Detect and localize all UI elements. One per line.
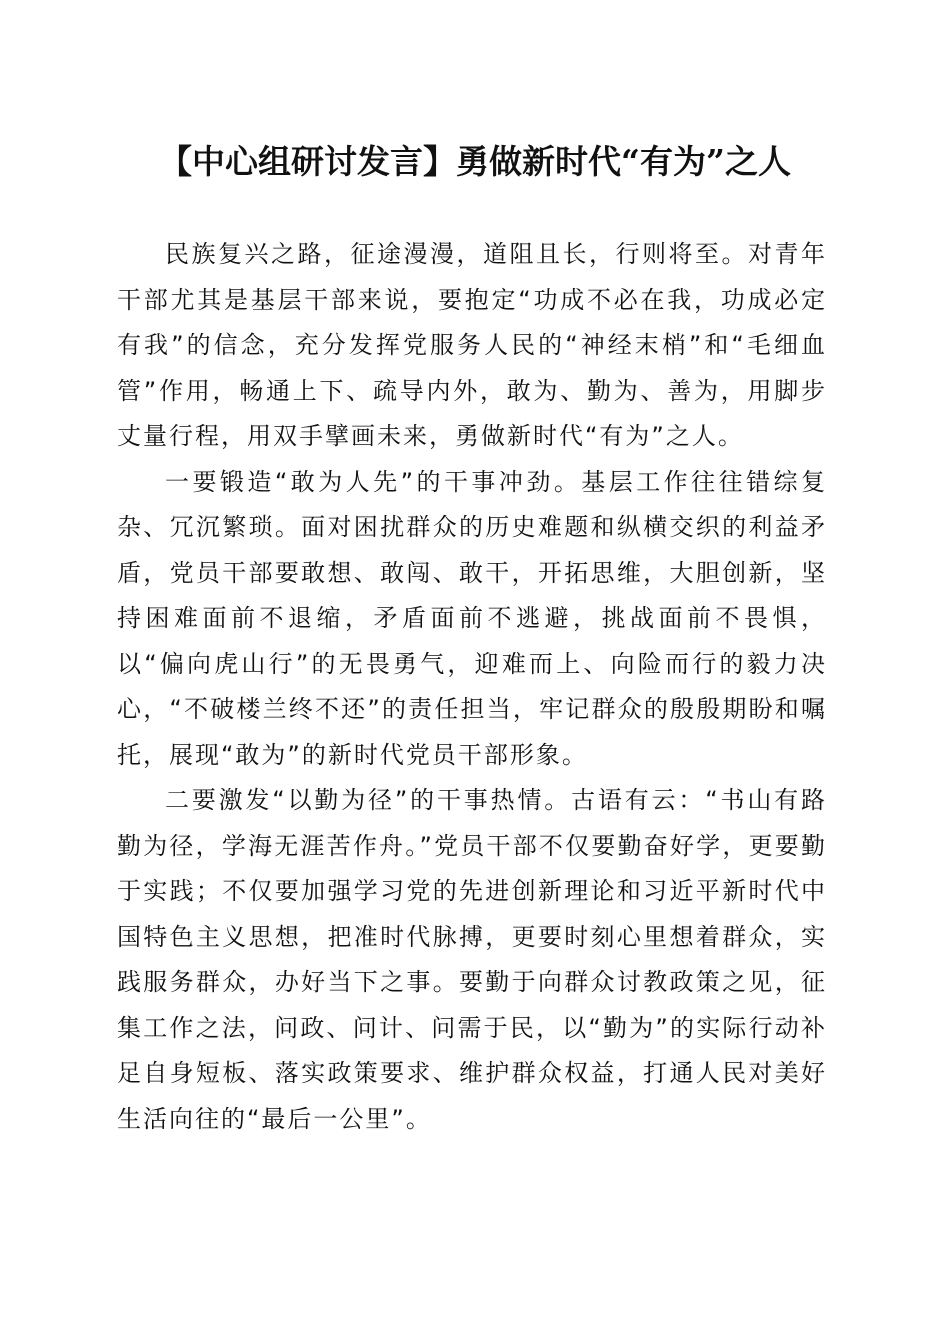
document-title: 【中心组研讨发言】勇做新时代“有为”之人 [159,142,791,181]
paragraph-point-one: 一要锻造“敢为人先”的干事冲劲。基层工作往往错综复杂、冗沉繁琐。面对困扰群众的历史难题和纵横交织的利益矛盾，党员干部要敢想、敢闯、敢干，开拓思维，大胆创新，坚持困难面前不退缩，矛盾面前不逃避，挑战面前不畏惧，以“偏向虎山行”的无畏勇气，迎难而上、向险而行的毅力决心，“不破楼兰终不还”的责任担当，牢记群众的殷殷期盼和嘱托，展现“敢为”的新时代党员干部形象。 [117,467,827,769]
paragraph-point-two: 二要激发“以勤为径”的干事热情。古语有云：“书山有路勤为径，学海无涯苦作舟。”党员干部不仅要勤奋好学，更要勤于实践；不仅要加强学习党的先进创新理论和习近平新时代中国特色主义思想，把准时代脉搏，更要时刻心里想着群众，实践服务群众，办好当下之事。要勤于向群众讨教政策之见，征集工作之法，问政、问计、问需于民，以“勤为”的实际行动补足自身短板、落实政策要求、维护群众权益，打通人民对美好生活向往的“最后一公里”。 [117,786,827,1133]
paragraph-intro: 民族复兴之路，征途漫漫，道阻且长，行则将至。对青年干部尤其是基层干部来说，要抱定“功成不必在我，功成必定有我”的信念，充分发挥党服务人民的“神经末梢”和“毛细血管”作用，畅通上下、疏导内外，敢为、勤为、善为，用脚步丈量行程，用双手擘画未来，勇做新时代“有为”之人。 [117,240,827,450]
document-body [117,232,827,1142]
